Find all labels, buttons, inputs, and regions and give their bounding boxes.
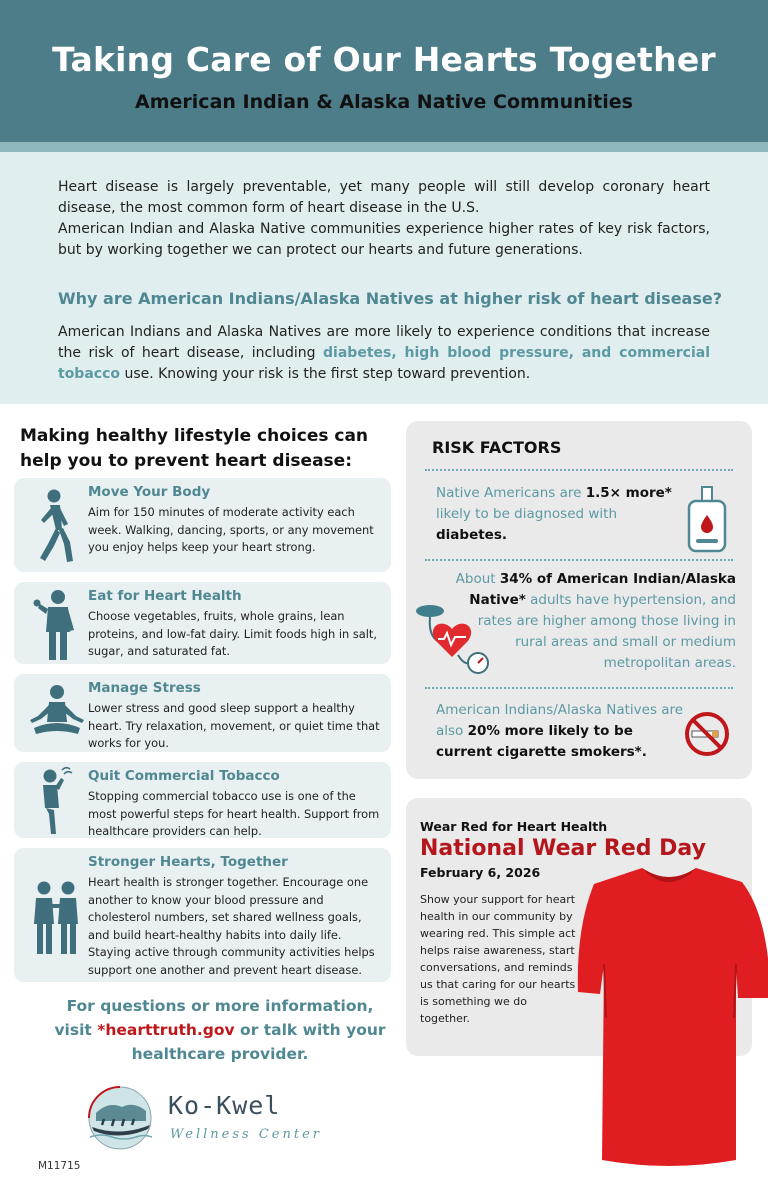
intro-line-1: Heart disease is largely preventable, yet many people will still develop coronary heart disease, the most common form of heart disease in the U.S. xyxy=(58,179,710,216)
risk-text-part: About xyxy=(455,571,500,587)
eating-person-icon xyxy=(24,586,90,662)
canoe-emblem-icon xyxy=(82,1083,158,1153)
intro-paragraph xyxy=(58,177,710,261)
risk-hypertension-text xyxy=(454,569,736,674)
dotted-divider xyxy=(425,559,733,561)
contact-line-3: healthcare provider. xyxy=(131,1045,309,1063)
risk-question-heading: Why are American Indians/Alaska Natives at higher risk of heart disease? xyxy=(58,289,722,308)
contact-line-2 xyxy=(30,1018,410,1042)
card-move-your-body xyxy=(14,478,391,572)
page-subtitle: American Indian & Alaska Native Communities xyxy=(135,91,633,113)
risk-factors-title: RISK FACTORS xyxy=(432,438,562,457)
risk-text-part: likely to be diagnosed with xyxy=(436,506,618,522)
contact-info xyxy=(30,994,410,1066)
logo-name: Ko-Kwel xyxy=(168,1091,281,1120)
contact-visit: visit xyxy=(54,1021,98,1039)
card-text: Heart health is stronger together. Encourage one another to know your blood pressure and cholesterol numbers, set shared wellness goals, and build heart-healthy habits into daily life. Staying active through community activities helps support one another and prevent heart disease. xyxy=(88,875,375,977)
risk-emphasis: diabetes. xyxy=(436,527,507,543)
explanation-end: use. Knowing your risk is the first step toward prevention. xyxy=(120,366,531,382)
contact-line-1: For questions or more information, xyxy=(66,997,374,1015)
card-eat-for-heart-health xyxy=(14,582,391,664)
dotted-divider xyxy=(425,687,733,689)
glucose-meter-icon xyxy=(684,485,730,555)
card-text: Stopping commercial tobacco use is one of the most powerful steps for heart health. Support from healthcare providers can help. xyxy=(88,789,380,838)
risk-factors-panel xyxy=(406,421,752,779)
dotted-divider xyxy=(425,469,733,471)
risk-text-part: adults have hypertension, and rates are higher among those living in rural areas and small or medium metropolitan areas. xyxy=(477,592,736,671)
walking-person-icon xyxy=(24,486,90,566)
risk-text-part: American Indians/Alaska Natives are also xyxy=(436,702,684,739)
ko-kwel-logo xyxy=(82,1083,332,1153)
card-text: Lower stress and good sleep support a healthy heart. Try relaxation, movement, or quiet time that works for you. xyxy=(88,701,380,750)
card-stronger-hearts-together xyxy=(14,848,391,982)
page-title: Taking Care of Our Hearts Together xyxy=(52,40,716,79)
risk-emphasis: 34% of American Indian/Alaska Native* xyxy=(469,571,736,608)
card-quit-commercial-tobacco xyxy=(14,762,391,838)
card-title: Quit Commercial Tobacco xyxy=(88,768,280,784)
risk-smoking-text xyxy=(436,700,688,763)
card-title: Move Your Body xyxy=(88,484,211,500)
intro-section xyxy=(0,152,768,404)
header-stripe xyxy=(0,142,768,152)
website-link[interactable]: *hearttruth.gov xyxy=(97,1021,235,1039)
logo-subtitle: Wellness Center xyxy=(170,1127,322,1142)
risk-text-part: Native Americans are xyxy=(436,485,586,501)
risk-explanation-paragraph xyxy=(58,322,710,385)
header-banner xyxy=(0,0,768,142)
no-smoking-icon xyxy=(682,709,732,759)
wear-red-date: February 6, 2026 xyxy=(420,865,541,880)
card-title: Eat for Heart Health xyxy=(88,588,242,604)
lifestyle-heading: Making healthy lifestyle choices can help you to prevent heart disease: xyxy=(20,426,369,471)
meditation-icon xyxy=(24,682,90,744)
card-text: Choose vegetables, fruits, whole grains, lean proteins, and low-fat dairy. Limit foods high in salt, sugar, and saturated fat. xyxy=(88,609,377,658)
document-code: M11715 xyxy=(38,1160,81,1172)
contact-line-2-end: or talk with your xyxy=(234,1021,386,1039)
risk-diabetes-text xyxy=(436,483,686,546)
intro-line-2: American Indian and Alaska Native communities experience higher rates of key risk factors, but by working together we can protect our hearts and future generations. xyxy=(58,221,710,258)
risk-emphasis: 1.5× more* xyxy=(585,485,672,501)
risk-emphasis: 20% more likely to be current cigarette smokers*. xyxy=(436,723,647,760)
wear-red-title: National Wear Red Day xyxy=(420,836,706,861)
card-title: Manage Stress xyxy=(88,680,201,696)
wear-red-kicker: Wear Red for Heart Health xyxy=(420,819,608,834)
card-text: Aim for 150 minutes of moderate activity each week. Walking, dancing, sports, or any movement you enjoy helps keep your heart strong. xyxy=(88,505,374,554)
smoking-person-icon xyxy=(24,766,90,836)
explanation-start: American Indians and Alaska Natives are more likely to experience conditions that increase the risk of heart disease, including xyxy=(58,324,710,361)
card-title: Stronger Hearts, Together xyxy=(88,854,288,870)
card-manage-stress xyxy=(14,674,391,752)
two-people-icon xyxy=(24,878,90,958)
wear-red-text: Show your support for heart health in our community by wearing red. This simple act helps raise awareness, start conversations, and reminds us that caring for our hearts is something we do together. xyxy=(420,893,576,1025)
red-tshirt-icon xyxy=(570,868,768,1168)
explanation-highlight: diabetes, high blood pressure, and commercial tobacco xyxy=(58,345,710,382)
